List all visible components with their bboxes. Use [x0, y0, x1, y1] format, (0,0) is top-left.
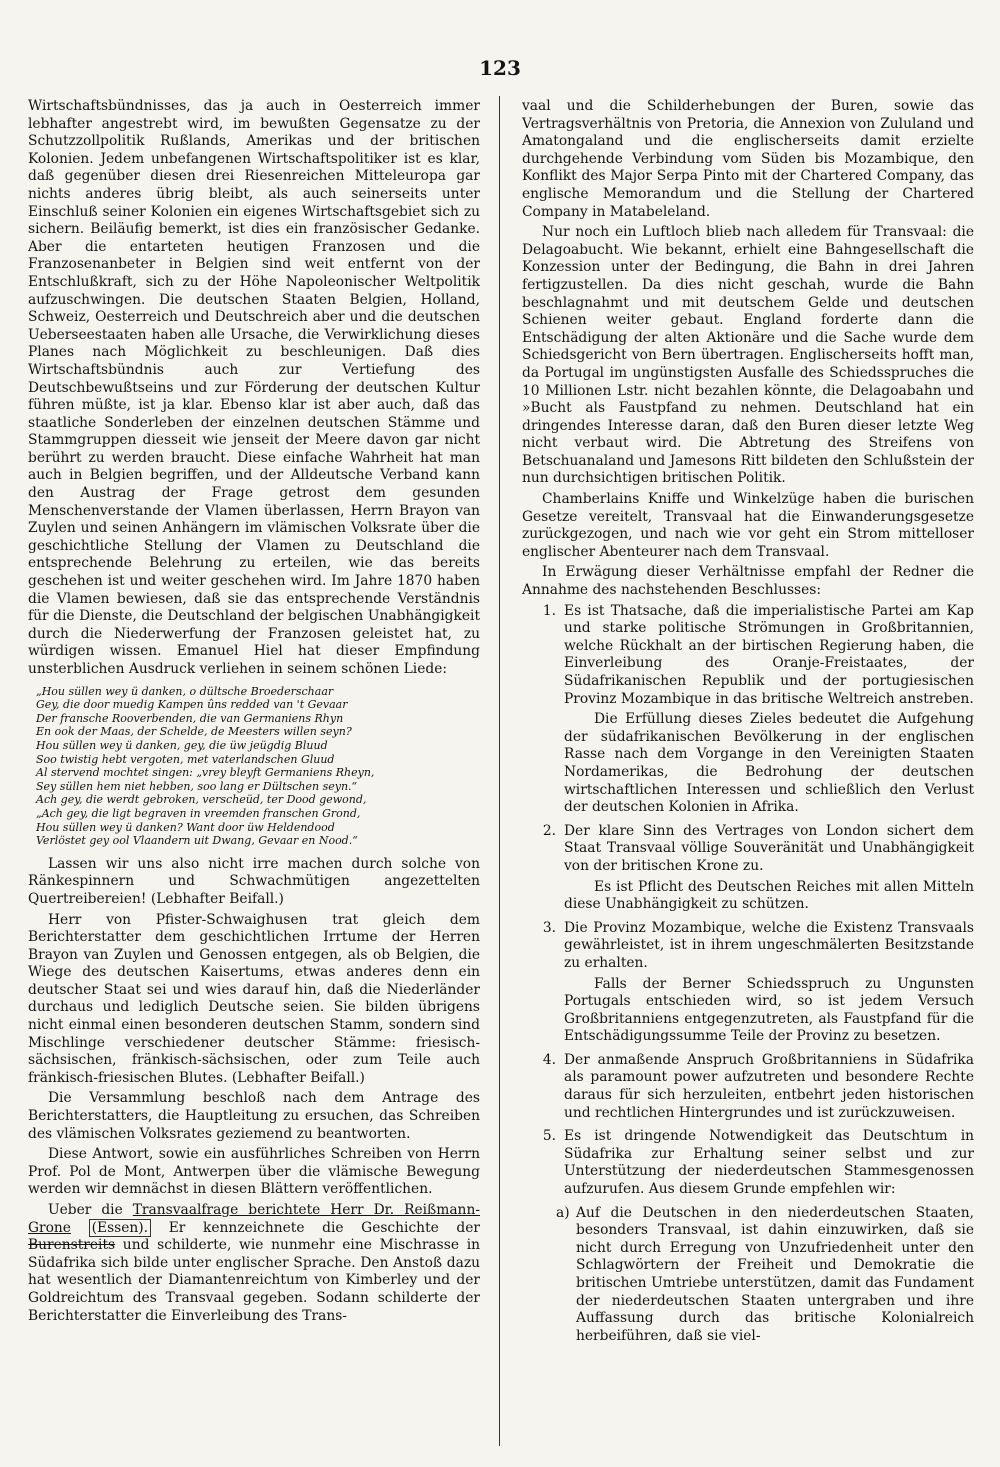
paragraph: In Erwägung dieser Verhältnisse empfahl der Redner die Annahme des nachstehenden Beschlusses:: [522, 564, 974, 599]
paragraph: Herr von Pfister-Schwaighusen trat gleich dem Berichterstatter dem geschichtlichen Irrtume der Herren Brayon van Zuylen und Genossen entgegen, als ob Belgien, die Wiege des deutschen Kaisertums, etwas anderes denn ein deutscher Staat sei und wies darauf hin, daß die Niederländer durchaus und lediglich Deutsche seien. Sie bilden übrigens nicht einmal einen besonderen deutschen Stamm, sondern sind Mischlinge verschiedener deutscher Stämme: friesisch-sächsischen, fränkisch-sächsischen, oder zum Teile auch fränkisch-friesischen Blutes. (Lebhafter Beifall.): [28, 911, 480, 1086]
poem-line: „Ach gey, die ligt begraven in vreemden franschen Grond,: [36, 806, 361, 820]
paragraph: Diese Antwort, sowie ein ausführliches Schreiben von Herrn Prof. Pol de Mont, Antwerpen über die vlämische Bewegung werden wir demnächst in diesen Blättern veröffentlichen.: [28, 1146, 480, 1198]
list-number: 5.: [542, 1128, 556, 1145]
paragraph: Wirtschaftsbündnisses, das ja auch in Oesterreich immer lebhafter angestrebt wird, im bewußten Gegensatze zu der Schutzzollpolitik Rußlands, Amerikas und der britischen Kolonien. Jedem unbefangenen Wirtschaftspolitiker ist es klar, daß gegenüber diesen drei Riesenreichen Mitteleuropa gar nichts anderes übrig bleibt, als auch seinerseits unter Einschluß seiner Kolonien ein eigenes Wirtschaftsgebiet sich zu sichern. Beiläufig bemerkt, ist dies ein französischer Gedanke. Aber die entarteten heutigen Franzosen und die Franzosenanbeter in Belgien sind weit entfernt von der Entschlußkraft, sich zu der Höhe Napoleonischer Weltpolitik aufzuschwingen. Die deutschen Staaten Belgien, Holland, Schweiz, Oesterreich und Deutschreich aber und die deutschen Ueberseestaaten haben alle Ursache, die Verwirklichung dieses Planes nach Möglichkeit zu beschleunigen. Daß dies Wirtschaftsbündnis auch zur Vertiefung des Deutschbewußtseins und zur Förderung der deutschen Kultur führen müßte, ist ja klar. Ebenso klar ist aber auch, daß das staatliche Sonderleben der einzelnen deutschen Stämme und Stammgruppen diesseit wie jenseit der Meere davon gar nicht berührt zu werden braucht. Diese einfache Wahrheit hat man auch in Belgien begriffen, und der Alldeutsche Verband kann den Austrag der Frage getrost dem gesunden Menschenverstande der Vlamen überlassen, Herrn Brayon van Zuylen und seinen Anhängern im vlämischen Volksrate über die geschichtliche Stellung der Vlamen zu Deutschland die entsprechende Belehrung zu erteilen, wie das bereits geschehen ist und weiter geschehen wird. Im Jahre 1870 haben die Vlamen bewiesen, daß sie das entsprechende Verständnis für die Dienste, die Deutschland der belgischen Unabhängigkeit durch die Niederwerfung der Franzosen geleistet hat, zu würdigen wissen. Emanuel Hiel hat dieser Empfindung unsterblichen Ausdruck verliehen in seinem schönen Liede:: [28, 98, 480, 677]
list-number: 2.: [542, 822, 556, 839]
page-number: 123: [479, 56, 521, 80]
list-item: [522, 920, 974, 1049]
list-item: [522, 603, 974, 820]
list-item: [522, 823, 974, 917]
poem-line: En ook der Maas, der Schelde, de Meesters willen seyn?: [36, 725, 352, 739]
text-run: Er kennzeichnete die Geschichte der: [151, 1219, 480, 1236]
list-text: Der klare Sinn des Vertrages von London sichert dem Staat Transvaal völlige Souveränität und Unabhängigkeit von der britischen Krone zu.: [564, 822, 974, 874]
boxed-text: (Essen).: [89, 1219, 151, 1237]
paragraph: Lassen wir uns also nicht irre machen durch solche von Ränkespinnern und Schwachmütigen angezettelten Quertreibereien! (Lebhafter Beifall.): [28, 855, 480, 907]
poem-line: „Hou süllen wey ü danken, o dültsche Broederschaar: [36, 684, 334, 698]
poem-line: Gey, die door muedig Kampen ûns redded van 't Gevaar: [36, 698, 348, 712]
underlined-text: Transvaalfrage berichtete Herr Dr. Reißmann-Grone: [28, 1202, 480, 1236]
list-text-continued: Die Erfüllung dieses Zieles bedeutet die Aufgehung der südafrikanischen Bevölkerung in der englischen Rasse nach dem Vorgange in den Vereinigten Staaten Nordamerikas, die Bedrohung der deutschen wirtschaftlichen Interessen und schließlich den Verlust der deutschen Kolonien in Afrika.: [564, 711, 974, 816]
left-column: [28, 98, 480, 1448]
poem-line: Ach gey, die werdt gebroken, verscheüd, ter Dood gewond,: [36, 793, 367, 807]
paragraph-transvaal: [28, 1202, 480, 1325]
list-number: 1.: [542, 602, 556, 619]
poem-line: Hou süllen wey ü danken? Want door üw Heldendood: [36, 820, 335, 834]
list-item: [522, 1052, 974, 1125]
poem-line: Verlöstet gey ool Vlaandern uit Dwang, Gevaar en Nood.“: [36, 834, 358, 848]
poem: [36, 685, 480, 848]
sub-list-text: Auf die Deutschen in den niederdeutschen Staaten, besonders Transvaal, ist dahin einzuwirken, daß sie nicht durch Erregung von Unzufriedenheit unter den Schlagwörtern der Freiheit und Demokratie die britischen Umtriebe unterstützen, damit das Fundament der niederdeutschen Staaten untergraben und ihre Auffassung durch das britische Kolonialreich herbeiführen, daß sie viel-: [576, 1204, 974, 1344]
poem-line: Al stervend mochtet singen: „vrey bleyft Germaniens Rheyn,: [36, 766, 375, 780]
struck-text: Burenstreits: [28, 1237, 116, 1254]
paragraph: vaal und die Schilderhebungen der Buren, sowie das Vertragsverhältnis von Pretoria, die Annexion von Zululand und Amatongaland und die englischerseits damit erzielte durchgehende Verbindung vom Süden bis Mozambique, den Konflikt des Major Serpa Pinto mit der Chartered Company, das englische Memorandum und die Stellung der Chartered Company in Matabeleland.: [522, 98, 974, 220]
paragraph: Chamberlains Kniffe und Winkelzüge haben die burischen Gesetze vereitelt, Transvaal hat die Einwanderungsgesetze zurückgezogen, und nach wie vor geht ein Strom mittelloser englischer Abenteurer nach dem Transvaal.: [522, 491, 974, 560]
column-divider: [499, 96, 500, 1446]
list-number: 3.: [542, 919, 556, 936]
poem-line: Sey süllen hem niet hebben, soo lang er Dültschen seyn.“: [36, 779, 358, 793]
list-text: Der anmaßende Anspruch Großbritanniens in Südafrika als paramount power aufzutreten und besondere Rechte daraus für sich herzuleiten, entbehrt jeden historischen und rechtlichen Hintergrundes und ist zurückzuweisen.: [564, 1051, 974, 1121]
text-run: Ueber die: [48, 1202, 133, 1218]
list-item: [522, 1128, 974, 1201]
list-text-continued: Falls der Berner Schiedsspruch zu Ungunsten Portugals entschieden wird, so ist jedem Versuch Großbritanniens entgegenzutreten, als Faustpfand für die Entschädigungssumme Teile der Provinz zu besetzen.: [564, 975, 974, 1045]
paragraph: Nur noch ein Luftloch blieb nach alledem für Transvaal: die Delagoabucht. Wie bekannt, erhielt eine Bahngesellschaft die Konzession unter der Bedingung, die Bahn in drei Jahren fertigzustellen. Da dies nicht geschah, wurde die Bahn beschlagnahmt und mit deutschem Gelde und deutschen Schienen weiter gebaut. England forderte dann die Entschädigung der alten Aktionäre und die Sache wurde dem Schiedsgericht von Bern übertragen. Englischerseits hofft man, da Portugal im ungünstigsten Ausfalle des Schiedsspruches die 10 Millionen Lstr. nicht bezahlen könnte, die Delagoabahn und »Bucht als Faustpfand zu nehmen. Deutschland hat ein dringendes Interesse daran, daß den Buren dieser letzte Weg nicht verbaut wird. Die Abtretung des Streifens von Betschuanaland und Jamesons Ritt bildeten den Schlußstein der nun durchsichtigen britischen Politik.: [522, 224, 974, 487]
poem-line: Soo twistig hebt vergoten, met vaterlandschen Gluud: [36, 752, 335, 766]
paragraph: Die Versammlung beschloß nach dem Antrage des Berichterstatters, die Hauptleitung zu ersuchen, das Schreiben des vlämischen Volksrates geziemend zu beantworten.: [28, 1090, 480, 1142]
text-run: und schilderte, wie nunmehr eine Mischrasse in Südafrika sich bilde unter englischer Sprache. Den Anstoß dazu hat wesentlich der Diamantenreichtum von Kimberley und der Goldreichtum des Transvaal gegeben. Sodann schilderte der Berichterstatter die Einverleibung des Trans-: [28, 1237, 480, 1324]
right-column: [522, 98, 974, 1448]
list-text: Die Provinz Mozambique, welche die Existenz Transvaals gewährleistet, ist in ihrem ungeschmälerten Besitzstande zu erhalten.: [564, 919, 974, 971]
list-text: Es ist Thatsache, daß die imperialistische Partei am Kap und starke politische Strömungen in Großbritannien, welche Rückhalt an der birtischen Regierung haben, die Einverleibung des Oranje-Freistaates, der Südafrikanischen Republik und der portugiesischen Provinz Mozambique in das britische Weltreich anstreben.: [564, 602, 974, 707]
list-text-continued: Es ist Pflicht des Deutschen Reiches mit allen Mitteln diese Unabhängigkeit zu schützen.: [564, 878, 974, 913]
sub-list-item: [556, 1205, 974, 1346]
poem-line: Hou süllen wey ü danken, gey, die üw jeügdig Bluud: [36, 738, 328, 752]
list-text: Es ist dringende Notwendigkeit das Deutschtum in Südafrika zur Erhaltung seiner selbst und zur Unterstützung der niederdeutschen Stammesgenossen aufzurufen. Aus diesem Grunde empfehlen wir:: [564, 1128, 974, 1198]
list-number: 4.: [542, 1051, 556, 1068]
poem-line: Der fransche Rooverbenden, die van Germaniens Rhyn: [36, 711, 344, 725]
sub-list-letter: a): [556, 1204, 570, 1221]
